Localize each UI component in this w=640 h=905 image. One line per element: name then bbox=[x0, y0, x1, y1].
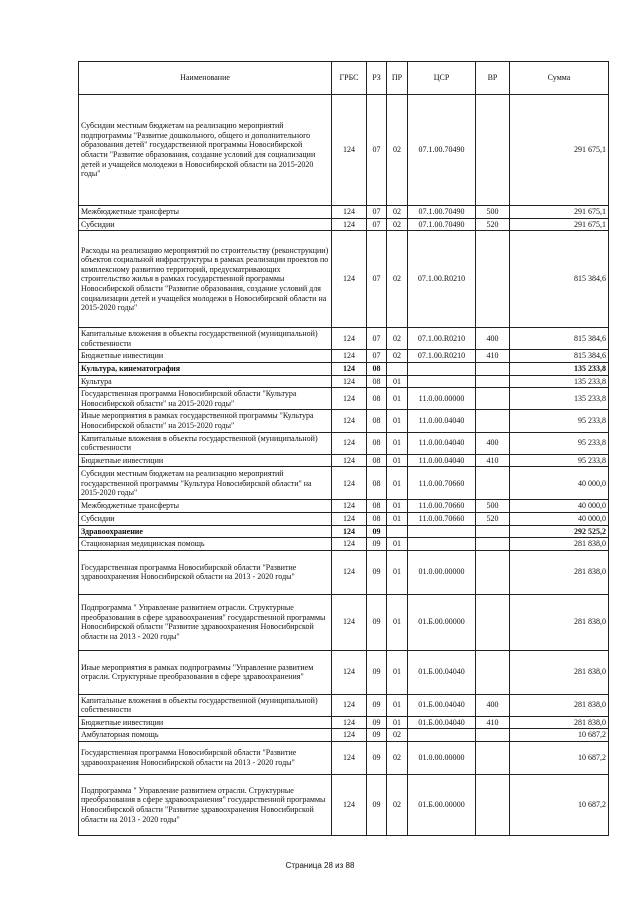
cell-name: Субсидии bbox=[79, 512, 332, 525]
cell-sum: 10 687,2 bbox=[510, 775, 609, 836]
cell-name: Культура, кинематография bbox=[79, 362, 332, 375]
cell-vr: 520 bbox=[476, 218, 510, 231]
cell-name: Государственная программа Новосибирской области "Развитие здравоохранения Новосибирской области на 2013 - 2020 годы" bbox=[79, 550, 332, 594]
cell-sum: 815 384,6 bbox=[510, 350, 609, 363]
cell-grbs: 124 bbox=[332, 775, 367, 836]
cell-csr: 11.0.00.70660 bbox=[408, 467, 476, 500]
cell-csr: 11.0.00.04040 bbox=[408, 410, 476, 432]
cell-pr: 02 bbox=[387, 328, 408, 350]
cell-pr: 01 bbox=[387, 432, 408, 454]
cell-vr bbox=[476, 594, 510, 650]
cell-sum: 291 675,1 bbox=[510, 95, 609, 206]
cell-rz: 09 bbox=[367, 650, 387, 694]
cell-csr bbox=[408, 729, 476, 742]
cell-csr: 07.1.00.R0210 bbox=[408, 328, 476, 350]
cell-pr: 02 bbox=[387, 231, 408, 328]
cell-grbs: 124 bbox=[332, 375, 367, 388]
cell-rz: 07 bbox=[367, 95, 387, 206]
cell-grbs: 124 bbox=[332, 350, 367, 363]
cell-name: Капитальные вложения в объекты государственной (муниципальной) собственности bbox=[79, 694, 332, 716]
cell-csr: 07.1.00.70490 bbox=[408, 218, 476, 231]
cell-pr: 02 bbox=[387, 729, 408, 742]
cell-rz: 07 bbox=[367, 206, 387, 219]
cell-sum: 281 838,0 bbox=[510, 716, 609, 729]
cell-name: Здравоохранение bbox=[79, 525, 332, 538]
cell-pr: 01 bbox=[387, 467, 408, 500]
table-row bbox=[79, 231, 609, 328]
cell-sum: 815 384,6 bbox=[510, 328, 609, 350]
header-pr: ПР bbox=[387, 62, 408, 95]
table-row bbox=[79, 512, 609, 525]
cell-grbs: 124 bbox=[332, 218, 367, 231]
cell-vr: 400 bbox=[476, 328, 510, 350]
table-row bbox=[79, 328, 609, 350]
header-grbs: ГРБС bbox=[332, 62, 367, 95]
header-vr: ВР bbox=[476, 62, 510, 95]
table-row bbox=[79, 742, 609, 775]
cell-name: Бюджетные инвестиции bbox=[79, 716, 332, 729]
cell-sum: 40 000,0 bbox=[510, 512, 609, 525]
cell-csr: 01.Б.00.04040 bbox=[408, 716, 476, 729]
cell-sum: 281 838,0 bbox=[510, 650, 609, 694]
cell-vr bbox=[476, 742, 510, 775]
cell-rz: 07 bbox=[367, 350, 387, 363]
table-row bbox=[79, 95, 609, 206]
cell-name: Иные мероприятия в рамках государственной программы "Культура Новосибирской области" на 2015-2020 годы" bbox=[79, 410, 332, 432]
cell-vr bbox=[476, 95, 510, 206]
cell-name: Субсидии местным бюджетам на реализацию мероприятий государственной программы "Культура Новосибирской области" на 2015-2020 годы" bbox=[79, 467, 332, 500]
table-row bbox=[79, 206, 609, 219]
cell-vr bbox=[476, 525, 510, 538]
cell-name: Государственная программа Новосибирской области "Развитие здравоохранения Новосибирской области на 2013 - 2020 годы" bbox=[79, 742, 332, 775]
cell-sum: 95 233,8 bbox=[510, 410, 609, 432]
table-row bbox=[79, 218, 609, 231]
cell-csr bbox=[408, 375, 476, 388]
cell-grbs: 124 bbox=[332, 231, 367, 328]
cell-pr: 02 bbox=[387, 218, 408, 231]
cell-vr bbox=[476, 362, 510, 375]
table-header-row bbox=[79, 62, 609, 95]
cell-grbs: 124 bbox=[332, 729, 367, 742]
cell-sum: 281 838,0 bbox=[510, 550, 609, 594]
cell-name: Культура bbox=[79, 375, 332, 388]
cell-csr: 01.Б.00.04040 bbox=[408, 650, 476, 694]
cell-name: Капитальные вложения в объекты государственной (муниципальной) собственности bbox=[79, 432, 332, 454]
cell-rz: 09 bbox=[367, 694, 387, 716]
cell-pr: 01 bbox=[387, 694, 408, 716]
cell-pr: 02 bbox=[387, 95, 408, 206]
table-row bbox=[79, 467, 609, 500]
cell-sum: 281 838,0 bbox=[510, 538, 609, 551]
header-name: Наименование bbox=[79, 62, 332, 95]
cell-sum: 292 525,2 bbox=[510, 525, 609, 538]
cell-vr bbox=[476, 775, 510, 836]
cell-sum: 135 233,8 bbox=[510, 375, 609, 388]
cell-csr: 11.0.00.00000 bbox=[408, 388, 476, 410]
cell-vr: 520 bbox=[476, 512, 510, 525]
cell-csr: 11.0.00.04040 bbox=[408, 432, 476, 454]
cell-rz: 08 bbox=[367, 362, 387, 375]
cell-rz: 09 bbox=[367, 775, 387, 836]
cell-rz: 07 bbox=[367, 218, 387, 231]
table-row bbox=[79, 729, 609, 742]
cell-grbs: 124 bbox=[332, 538, 367, 551]
cell-pr: 01 bbox=[387, 388, 408, 410]
cell-csr: 07.1.00.R0210 bbox=[408, 350, 476, 363]
cell-vr: 410 bbox=[476, 454, 510, 467]
cell-csr: 01.Б.00.00000 bbox=[408, 594, 476, 650]
header-sum: Сумма bbox=[510, 62, 609, 95]
cell-rz: 09 bbox=[367, 538, 387, 551]
cell-grbs: 124 bbox=[332, 500, 367, 513]
cell-name: Субсидии местным бюджетам на реализацию мероприятий подпрограммы "Развитие дошкольного, общего и дополнительного образования детей" государственной программы Новосибирской области "Развитие образования, создание условий для социализации детей и учащейся молодежи в Новосибирской области на 2015-2020 годы" bbox=[79, 95, 332, 206]
cell-vr: 410 bbox=[476, 350, 510, 363]
cell-sum: 40 000,0 bbox=[510, 500, 609, 513]
cell-name: Субсидии bbox=[79, 218, 332, 231]
cell-grbs: 124 bbox=[332, 432, 367, 454]
header-csr: ЦСР bbox=[408, 62, 476, 95]
cell-name: Бюджетные инвестиции bbox=[79, 454, 332, 467]
cell-sum: 10 687,2 bbox=[510, 729, 609, 742]
cell-grbs: 124 bbox=[332, 362, 367, 375]
cell-pr: 02 bbox=[387, 350, 408, 363]
cell-sum: 135 233,8 bbox=[510, 362, 609, 375]
cell-name: Стационарная медицинская помощь bbox=[79, 538, 332, 551]
cell-rz: 08 bbox=[367, 375, 387, 388]
cell-vr bbox=[476, 388, 510, 410]
cell-grbs: 124 bbox=[332, 512, 367, 525]
table-row bbox=[79, 410, 609, 432]
cell-pr: 01 bbox=[387, 716, 408, 729]
cell-sum: 281 838,0 bbox=[510, 594, 609, 650]
cell-vr bbox=[476, 231, 510, 328]
cell-grbs: 124 bbox=[332, 550, 367, 594]
cell-rz: 09 bbox=[367, 550, 387, 594]
cell-pr: 01 bbox=[387, 550, 408, 594]
cell-sum: 95 233,8 bbox=[510, 432, 609, 454]
cell-sum: 135 233,8 bbox=[510, 388, 609, 410]
cell-name: Межбюджетные трансферты bbox=[79, 206, 332, 219]
cell-name: Амбулаторная помощь bbox=[79, 729, 332, 742]
cell-csr: 07.1.00.70490 bbox=[408, 206, 476, 219]
cell-csr bbox=[408, 538, 476, 551]
cell-rz: 08 bbox=[367, 388, 387, 410]
cell-rz: 09 bbox=[367, 742, 387, 775]
cell-vr: 410 bbox=[476, 716, 510, 729]
cell-csr: 01.0.00.00000 bbox=[408, 550, 476, 594]
page-footer: Страница 28 из 88 bbox=[285, 861, 355, 870]
cell-grbs: 124 bbox=[332, 454, 367, 467]
cell-rz: 09 bbox=[367, 525, 387, 538]
cell-rz: 09 bbox=[367, 594, 387, 650]
cell-grbs: 124 bbox=[332, 328, 367, 350]
cell-grbs: 124 bbox=[332, 716, 367, 729]
cell-vr: 500 bbox=[476, 500, 510, 513]
cell-rz: 07 bbox=[367, 328, 387, 350]
table-row bbox=[79, 525, 609, 538]
cell-sum: 291 675,1 bbox=[510, 218, 609, 231]
cell-pr: 01 bbox=[387, 500, 408, 513]
cell-name: Расходы на реализацию мероприятий по строительству (реконструкции) объектов социальной инфраструктуры в рамках реализации проектов по комплексному развитию территорий, предусматривающих строительство жилья в рамках государственной программы Новосибирской области "Развитие образования, создание условий для социализации детей и учащейся молодежи в Новосибирской области на 2015-2020 годы" bbox=[79, 231, 332, 328]
cell-sum: 95 233,8 bbox=[510, 454, 609, 467]
cell-grbs: 124 bbox=[332, 206, 367, 219]
cell-grbs: 124 bbox=[332, 410, 367, 432]
cell-pr: 01 bbox=[387, 375, 408, 388]
cell-csr: 01.Б.00.00000 bbox=[408, 775, 476, 836]
cell-pr: 02 bbox=[387, 775, 408, 836]
cell-rz: 08 bbox=[367, 432, 387, 454]
cell-vr bbox=[476, 410, 510, 432]
cell-vr: 500 bbox=[476, 206, 510, 219]
table-row bbox=[79, 454, 609, 467]
cell-vr: 400 bbox=[476, 694, 510, 716]
cell-rz: 08 bbox=[367, 500, 387, 513]
cell-pr: 01 bbox=[387, 650, 408, 694]
cell-vr bbox=[476, 538, 510, 551]
cell-csr: 11.0.00.04040 bbox=[408, 454, 476, 467]
header-rz: РЗ bbox=[367, 62, 387, 95]
cell-vr: 400 bbox=[476, 432, 510, 454]
cell-sum: 815 384,6 bbox=[510, 231, 609, 328]
table-row bbox=[79, 538, 609, 551]
cell-csr: 07.1.00.70490 bbox=[408, 95, 476, 206]
table-row bbox=[79, 650, 609, 694]
cell-pr: 01 bbox=[387, 538, 408, 551]
table-row bbox=[79, 716, 609, 729]
cell-sum: 10 687,2 bbox=[510, 742, 609, 775]
table-row bbox=[79, 375, 609, 388]
cell-grbs: 124 bbox=[332, 525, 367, 538]
cell-csr bbox=[408, 525, 476, 538]
cell-sum: 40 000,0 bbox=[510, 467, 609, 500]
cell-vr bbox=[476, 550, 510, 594]
cell-grbs: 124 bbox=[332, 650, 367, 694]
cell-pr: 02 bbox=[387, 206, 408, 219]
table-row bbox=[79, 694, 609, 716]
cell-pr bbox=[387, 362, 408, 375]
table-row bbox=[79, 550, 609, 594]
cell-rz: 08 bbox=[367, 467, 387, 500]
cell-name: Подпрограмма " Управление развитием отрасли. Структурные преобразования в сфере здравоохранения" государственной программы Новосибирской области "Развитие здравоохранения Новосибирской области на 2013 - 2020 годы" bbox=[79, 775, 332, 836]
cell-grbs: 124 bbox=[332, 694, 367, 716]
cell-grbs: 124 bbox=[332, 742, 367, 775]
cell-grbs: 124 bbox=[332, 388, 367, 410]
cell-csr: 11.0.00.70660 bbox=[408, 512, 476, 525]
cell-vr bbox=[476, 375, 510, 388]
table-row bbox=[79, 362, 609, 375]
cell-pr: 02 bbox=[387, 742, 408, 775]
cell-rz: 07 bbox=[367, 231, 387, 328]
cell-name: Иные мероприятия в рамках подпрограммы "Управление развитием отрасли. Структурные преобразования в сфере здравоохранения" bbox=[79, 650, 332, 694]
cell-csr: 01.0.00.00000 bbox=[408, 742, 476, 775]
cell-name: Подпрограмма " Управление развитием отрасли. Структурные преобразования в сфере здравоохранения" государственной программы Новосибирской области "Развитие здравоохранения Новосибирской области на 2013 - 2020 годы" bbox=[79, 594, 332, 650]
cell-sum: 281 838,0 bbox=[510, 694, 609, 716]
cell-rz: 09 bbox=[367, 716, 387, 729]
table-row bbox=[79, 500, 609, 513]
cell-grbs: 124 bbox=[332, 467, 367, 500]
table-row bbox=[79, 388, 609, 410]
budget-table bbox=[78, 61, 609, 836]
cell-vr bbox=[476, 650, 510, 694]
cell-pr bbox=[387, 525, 408, 538]
cell-pr: 01 bbox=[387, 512, 408, 525]
cell-csr bbox=[408, 362, 476, 375]
table-row bbox=[79, 775, 609, 836]
cell-rz: 08 bbox=[367, 512, 387, 525]
cell-pr: 01 bbox=[387, 410, 408, 432]
cell-grbs: 124 bbox=[332, 95, 367, 206]
cell-grbs: 124 bbox=[332, 594, 367, 650]
cell-name: Капитальные вложения в объекты государственной (муниципальной) собственности bbox=[79, 328, 332, 350]
cell-pr: 01 bbox=[387, 594, 408, 650]
table-body bbox=[79, 95, 609, 836]
cell-vr bbox=[476, 729, 510, 742]
cell-name: Государственная программа Новосибирской области "Культура Новосибирской области" на 2015-2020 годы" bbox=[79, 388, 332, 410]
table-row bbox=[79, 432, 609, 454]
cell-rz: 08 bbox=[367, 410, 387, 432]
cell-vr bbox=[476, 467, 510, 500]
cell-sum: 291 675,1 bbox=[510, 206, 609, 219]
table-row bbox=[79, 350, 609, 363]
cell-rz: 09 bbox=[367, 729, 387, 742]
cell-csr: 01.Б.00.04040 bbox=[408, 694, 476, 716]
cell-csr: 07.1.00.R0210 bbox=[408, 231, 476, 328]
cell-name: Бюджетные инвестиции bbox=[79, 350, 332, 363]
cell-pr: 01 bbox=[387, 454, 408, 467]
cell-rz: 08 bbox=[367, 454, 387, 467]
table-row bbox=[79, 594, 609, 650]
cell-csr: 11.0.00.70660 bbox=[408, 500, 476, 513]
cell-name: Межбюджетные трансферты bbox=[79, 500, 332, 513]
